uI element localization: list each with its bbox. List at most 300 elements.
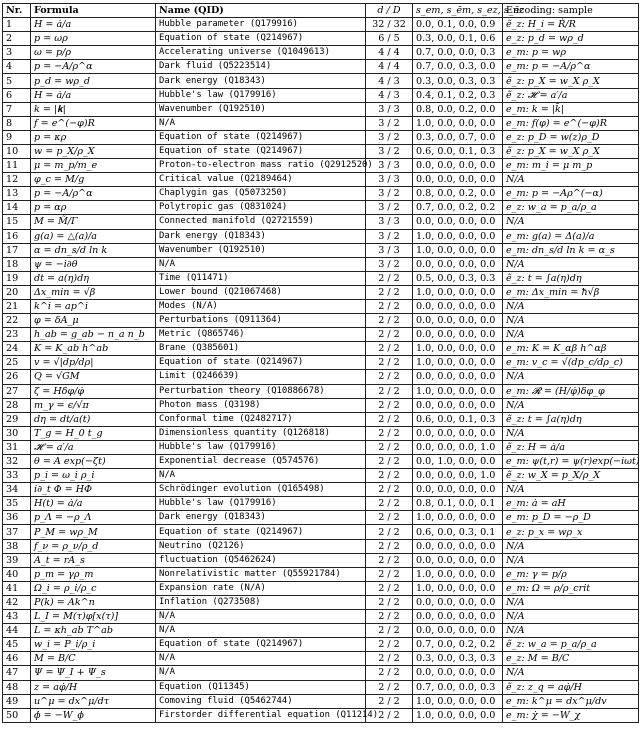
formula-cell: w_i = P_i/ρ_i [31,638,156,652]
scores-cell: 0.7, 0.0, 0.2, 0.2 [413,638,503,652]
formula-cell: Q = √GM [31,370,156,384]
encoding-sample-cell: N/A [503,173,639,187]
header-encoding: Encoding: sample [503,4,639,18]
table-row [3,32,639,46]
scores-cell: 1.0, 0.0, 0.0, 0.0 [413,567,503,581]
name-qid-cell: Metric (Q865746) [156,328,366,342]
table-row [3,116,639,130]
row-number: 14 [3,201,31,215]
d-D-cell: 3 / 3 [366,102,413,116]
formula-cell: T_g = H_0 t_g [31,426,156,440]
name-qid-cell: N/A [156,257,366,271]
d-D-cell: 2 / 2 [366,455,413,469]
scores-cell: 0.0, 0.0, 0.0, 0.0 [413,595,503,609]
scores-cell: 0.0, 0.0, 0.0, 0.0 [413,299,503,313]
table-row [3,469,639,483]
d-D-cell: 3 / 3 [366,215,413,229]
d-D-cell: 32 / 32 [366,18,413,32]
table-row [3,243,639,257]
d-D-cell: 3 / 2 [366,144,413,158]
row-number: 6 [3,88,31,102]
d-D-cell: 2 / 2 [366,412,413,426]
row-number: 11 [3,159,31,173]
scores-cell: 0.7, 0.0, 0.2, 0.2 [413,201,503,215]
formula-cell: M = M̃/Γ [31,215,156,229]
name-qid-cell: Lower bound (Q21067468) [156,285,366,299]
row-number: 40 [3,567,31,581]
scores-cell: 0.8, 0.0, 0.2, 0.0 [413,187,503,201]
d-D-cell: 2 / 2 [366,539,413,553]
formula-cell: p_d = wρ_d [31,74,156,88]
row-number: 43 [3,610,31,624]
encoding-sample-cell: e_m: K = K_αβ h^αβ [503,342,639,356]
d-D-cell: 2 / 2 [366,553,413,567]
d-D-cell: 2 / 2 [366,610,413,624]
table-row [3,299,639,313]
formula-cell: f_ν = ρ_ν/ρ_d [31,539,156,553]
formula-cell: dη = dt/a(t) [31,412,156,426]
scores-cell: 0.0, 0.0, 0.0, 1.0 [413,469,503,483]
row-number: 21 [3,299,31,313]
row-number: 25 [3,356,31,370]
table-row [3,595,639,609]
d-D-cell: 3 / 2 [366,257,413,271]
encoding-sample-cell: ẽ_z: z_q = aφ̇/H [503,680,639,694]
formula-cell: p = αρ [31,201,156,215]
encoding-sample-cell: N/A [503,426,639,440]
formula-cell: A_t = rA_s [31,553,156,567]
scores-cell: 1.0, 0.0, 0.0, 0.0 [413,116,503,130]
encoding-sample-cell: N/A [503,624,639,638]
encoding-sample-cell: e_m: 𝓡 = (H/φ̇)δφ_φ [503,384,639,398]
name-qid-cell: Accelerating universe (Q1049613) [156,46,366,60]
table-row [3,187,639,201]
table-row [3,229,639,243]
d-D-cell: 2 / 2 [366,285,413,299]
formula-cell: H(t) = ȧ/a [31,497,156,511]
name-qid-cell: Wavenumber (Q192510) [156,243,366,257]
name-qid-cell: Equation of state (Q214967) [156,638,366,652]
row-number: 20 [3,285,31,299]
d-D-cell: 6 / 5 [366,32,413,46]
name-qid-cell: Connected manifold (Q2721559) [156,215,366,229]
formula-cell: w = p_X/ρ_X [31,144,156,158]
table-row [3,497,639,511]
scores-cell: 1.0, 0.0, 0.0, 0.0 [413,384,503,398]
table-row [3,455,639,469]
formula-cell: ω = p/ρ [31,46,156,60]
row-number: 4 [3,60,31,74]
encoding-sample-cell: N/A [503,539,639,553]
row-number: 50 [3,708,31,722]
encoding-sample-cell: N/A [503,215,639,229]
row-number: 27 [3,384,31,398]
name-qid-cell: Equation of state (Q214967) [156,130,366,144]
scores-cell: 1.0, 0.0, 0.0, 0.0 [413,342,503,356]
header-d-D: d / D [366,4,413,18]
scores-cell: 0.0, 0.0, 0.0, 0.0 [413,426,503,440]
table-row [3,271,639,285]
encoding-sample-cell: N/A [503,595,639,609]
d-D-cell: 2 / 2 [366,497,413,511]
formula-cell: Ω_i = ρ_i/ρ_c [31,581,156,595]
name-qid-cell: Neutrino (Q2126) [156,539,366,553]
name-qid-cell: Dimensionless quantity (Q126818) [156,426,366,440]
formula-cell: K = K_ab h^ab [31,342,156,356]
formula-cell: Δx_min = √β [31,285,156,299]
scores-cell: 0.0, 0.0, 0.0, 0.0 [413,539,503,553]
table-row [3,257,639,271]
row-number: 1 [3,18,31,32]
name-qid-cell: Hubble parameter (Q179916) [156,18,366,32]
row-number: 26 [3,370,31,384]
table-row [3,18,639,32]
name-qid-cell: Dark energy (Q18343) [156,229,366,243]
encoding-sample-cell: e_m: p_D = −ρ_D [503,511,639,525]
formula-cell: dt = a(η)dη [31,271,156,285]
row-number: 46 [3,652,31,666]
d-D-cell: 2 / 2 [366,652,413,666]
encoding-sample-cell: N/A [503,666,639,680]
row-number: 18 [3,257,31,271]
d-D-cell: 2 / 2 [366,581,413,595]
table-row [3,144,639,158]
d-D-cell: 2 / 2 [366,398,413,412]
name-qid-cell: Equation of state (Q214967) [156,525,366,539]
formula-cell: p = −A/ρ^α [31,60,156,74]
table-row [3,638,639,652]
encoding-sample-cell: e_m: γ = p/ρ [503,567,639,581]
encoding-sample-cell: N/A [503,328,639,342]
formula-cell: φ = δA_μ [31,314,156,328]
table-row [3,567,639,581]
scores-cell: 0.0, 0.0, 0.0, 0.0 [413,624,503,638]
formula-table-container [2,3,638,723]
d-D-cell: 3 / 3 [366,159,413,173]
row-number: 44 [3,624,31,638]
scores-cell: 0.0, 0.0, 0.0, 0.0 [413,328,503,342]
name-qid-cell: Wavenumber (Q192510) [156,102,366,116]
formula-cell: i∂_t Φ = HΦ [31,483,156,497]
name-qid-cell: Limit (Q246639) [156,370,366,384]
formula-cell: θ = A exp(−ζt) [31,455,156,469]
name-qid-cell: Proton-to-electron mass ratio (Q2912520) [156,159,366,173]
scores-cell: 0.0, 0.1, 0.0, 0.9 [413,18,503,32]
row-number: 30 [3,426,31,440]
row-number: 28 [3,398,31,412]
row-number: 24 [3,342,31,356]
encoding-sample-cell: e_m: Δx_min = ħ√β [503,285,639,299]
scores-cell: 0.6, 0.0, 0.3, 0.1 [413,525,503,539]
table-row [3,680,639,694]
row-number: 13 [3,187,31,201]
table-row [3,46,639,60]
name-qid-cell: Time (Q11471) [156,271,366,285]
scores-cell: 0.0, 0.0, 0.0, 0.0 [413,553,503,567]
table-row [3,102,639,116]
formula-cell: z = aφ̇/H [31,680,156,694]
name-qid-cell: Chaplygin gas (Q5073250) [156,187,366,201]
scores-cell: 0.3, 0.0, 0.7, 0.0 [413,130,503,144]
scores-cell: 0.0, 0.0, 0.0, 0.0 [413,159,503,173]
header-formula: Formula [31,4,156,18]
formula-cell: m_γ = ϵ/√π [31,398,156,412]
table-row [3,525,639,539]
encoding-sample-cell: e_m: Ω = ρ/ρ_crit [503,581,639,595]
table-row [3,412,639,426]
name-qid-cell: Photon mass (Q3198) [156,398,366,412]
table-row [3,356,639,370]
table-row [3,384,639,398]
table-row [3,694,639,708]
table-row [3,215,639,229]
scores-cell: 0.6, 0.0, 0.1, 0.3 [413,412,503,426]
formula-cell: L = κh_ab T^ab [31,624,156,638]
formula-cell: L_I = M(τ)φ[x(τ)] [31,610,156,624]
scores-cell: 0.0, 0.0, 0.0, 0.0 [413,370,503,384]
formula-cell: p = ωρ [31,32,156,46]
d-D-cell: 3 / 2 [366,116,413,130]
name-qid-cell: Comoving fluid (Q5462744) [156,694,366,708]
name-qid-cell: Modes (N/A) [156,299,366,313]
header-scores: s_em, s_ēm, s_ez, s_ēz [413,4,503,18]
d-D-cell: 2 / 2 [366,525,413,539]
name-qid-cell: Conformal time (Q2482717) [156,412,366,426]
name-qid-cell: N/A [156,610,366,624]
scores-cell: 0.0, 0.0, 0.0, 0.0 [413,257,503,271]
encoding-sample-cell: ẽ_z: t = ∫a(η)dη [503,412,639,426]
scores-cell: 0.0, 0.0, 0.0, 0.0 [413,666,503,680]
scores-cell: 0.0, 0.0, 0.0, 1.0 [413,440,503,454]
formula-cell: p = κρ [31,130,156,144]
name-qid-cell: Equation (Q11345) [156,680,366,694]
name-qid-cell: N/A [156,652,366,666]
formula-cell: k^i = ap^i [31,299,156,313]
scores-cell: 0.0, 0.0, 0.0, 0.0 [413,398,503,412]
row-number: 33 [3,469,31,483]
d-D-cell: 3 / 3 [366,173,413,187]
encoding-sample-cell: ẽ_z: 𝓗 = a′/a [503,88,639,102]
name-qid-cell: Inflation (Q273508) [156,595,366,609]
row-number: 48 [3,680,31,694]
name-qid-cell: Exponential decrease (Q574576) [156,455,366,469]
scores-cell: 0.0, 0.0, 0.0, 0.0 [413,215,503,229]
encoding-sample-cell: N/A [503,257,639,271]
d-D-cell: 3 / 2 [366,130,413,144]
d-D-cell: 4 / 3 [366,74,413,88]
formula-cell: k = |𝐤| [31,102,156,116]
formula-cell: P_M = wρ_M [31,525,156,539]
formula-cell: μ = m_p/m_e [31,159,156,173]
formula-cell: H = ȧ/a [31,88,156,102]
header-name: Name (QID) [156,4,366,18]
formula-cell: H = ȧ/a [31,18,156,32]
row-number: 7 [3,102,31,116]
scores-cell: 0.7, 0.0, 0.0, 0.3 [413,46,503,60]
scores-cell: 1.0, 0.0, 0.0, 0.0 [413,511,503,525]
table-row [3,624,639,638]
scores-cell: 1.0, 0.0, 0.0, 0.0 [413,581,503,595]
encoding-sample-cell: e_z: p_d = wρ_d [503,32,639,46]
table-row [3,666,639,680]
encoding-sample-cell: ẽ_z: H = ȧ/a [503,440,639,454]
encoding-sample-cell: N/A [503,370,639,384]
encoding-sample-cell: e_m: p = −A/ρ^α [503,60,639,74]
name-qid-cell: fluctuation (Q5462624) [156,553,366,567]
row-number: 35 [3,497,31,511]
encoding-sample-cell: e_m: f(φ) = e^(−φ)R [503,116,639,130]
name-qid-cell: Equation of state (Q214967) [156,144,366,158]
header-nr: Nr. [3,4,31,18]
table-row [3,553,639,567]
encoding-sample-cell: e_m: g(a) = Δ(a)/a [503,229,639,243]
name-qid-cell: Expansion rate (N/A) [156,581,366,595]
encoding-sample-cell: N/A [503,483,639,497]
row-number: 17 [3,243,31,257]
encoding-sample-cell: e_m: k^μ = dx^μ/dv [503,694,639,708]
row-number: 39 [3,553,31,567]
table-row [3,610,639,624]
encoding-sample-cell: N/A [503,398,639,412]
formula-cell: φ_c = M/g [31,173,156,187]
table-row [3,426,639,440]
table-row [3,285,639,299]
d-D-cell: 2 / 2 [366,314,413,328]
d-D-cell: 2 / 2 [366,370,413,384]
d-D-cell: 2 / 2 [366,567,413,581]
scores-cell: 0.3, 0.0, 0.1, 0.6 [413,32,503,46]
row-number: 9 [3,130,31,144]
name-qid-cell: N/A [156,666,366,680]
encoding-sample-cell: N/A [503,314,639,328]
encoding-sample-cell: N/A [503,610,639,624]
d-D-cell: 2 / 2 [366,708,413,722]
encoding-sample-cell: e_m: dn_s/d ln k = α_s [503,243,639,257]
encoding-sample-cell: N/A [503,553,639,567]
table-row [3,398,639,412]
row-number: 19 [3,271,31,285]
scores-cell: 1.0, 0.0, 0.0, 0.0 [413,694,503,708]
encoding-sample-cell: e_m: ȧ = aH [503,497,639,511]
encoding-sample-cell: e_z: w_a = p_a/ρ_a [503,201,639,215]
d-D-cell: 4 / 4 [366,46,413,60]
table-row [3,159,639,173]
scores-cell: 0.8, 0.0, 0.2, 0.0 [413,102,503,116]
d-D-cell: 2 / 2 [366,624,413,638]
table-row [3,88,639,102]
d-D-cell: 3 / 2 [366,187,413,201]
d-D-cell: 2 / 2 [366,271,413,285]
d-D-cell: 3 / 2 [366,229,413,243]
row-number: 34 [3,483,31,497]
row-number: 15 [3,215,31,229]
table-row [3,652,639,666]
name-qid-cell: Hubble's law (Q179916) [156,497,366,511]
scores-cell: 0.5, 0.0, 0.3, 0.3 [413,271,503,285]
formula-cell: g(a) = △(a)/a [31,229,156,243]
formula-cell: u^μ = dx^μ/dτ [31,694,156,708]
d-D-cell: 2 / 2 [366,511,413,525]
encoding-sample-cell: e_z: p_D = w(z)ρ_D [503,130,639,144]
encoding-sample-cell: e_z: M = B/C [503,652,639,666]
d-D-cell: 3 / 3 [366,243,413,257]
name-qid-cell: Hubble's law (Q179916) [156,440,366,454]
table-row [3,328,639,342]
d-D-cell: 2 / 2 [366,356,413,370]
name-qid-cell: Hubble's law (Q179916) [156,88,366,102]
row-number: 36 [3,511,31,525]
row-number: 32 [3,455,31,469]
row-number: 10 [3,144,31,158]
scores-cell: 0.0, 0.0, 0.0, 0.0 [413,483,503,497]
scores-cell: 0.8, 0.1, 0.0, 0.1 [413,497,503,511]
row-number: 2 [3,32,31,46]
row-number: 45 [3,638,31,652]
table-row [3,511,639,525]
d-D-cell: 2 / 2 [366,680,413,694]
table-row [3,342,639,356]
encoding-sample-cell: e_m: k = |k̄| [503,102,639,116]
encoding-sample-cell: e_m: m_i = μ m_p [503,159,639,173]
row-number: 3 [3,46,31,60]
name-qid-cell: Perturbations (Q911364) [156,314,366,328]
name-qid-cell: Dark energy (Q18343) [156,511,366,525]
encoding-sample-cell: ẽ_z: p_X = w_X ρ_X [503,74,639,88]
formula-cell: v = √|dp/dρ| [31,356,156,370]
d-D-cell: 4 / 4 [366,60,413,74]
name-qid-cell: Brane (Q385601) [156,342,366,356]
scores-cell: 1.0, 0.0, 0.0, 0.0 [413,356,503,370]
row-number: 12 [3,173,31,187]
table-row [3,60,639,74]
formula-cell: ζ = Hδφ/φ̇ [31,384,156,398]
row-number: 47 [3,666,31,680]
d-D-cell: 2 / 2 [366,426,413,440]
encoding-sample-cell: e_m: χ̇ = −W_χ [503,708,639,722]
encoding-sample-cell: ẽ_z: p_X = w_X ρ_X [503,144,639,158]
scores-cell: 0.0, 0.0, 0.0, 0.0 [413,610,503,624]
formula-cell: 𝓗 = a′/a [31,440,156,454]
row-number: 16 [3,229,31,243]
table-row [3,173,639,187]
table-row [3,483,639,497]
encoding-sample-cell: e_m: p = −Aρ^(−α) [503,187,639,201]
formula-cell: ψ = −i∂θ [31,257,156,271]
name-qid-cell: N/A [156,469,366,483]
d-D-cell: 2 / 2 [366,384,413,398]
encoding-sample-cell: ẽ_z: H_i = Ṙ/R [503,18,639,32]
formula-cell: M = B/C [31,652,156,666]
row-number: 29 [3,412,31,426]
row-number: 42 [3,595,31,609]
d-D-cell: 2 / 2 [366,694,413,708]
scores-cell: 0.0, 1.0, 0.0, 0.0 [413,455,503,469]
d-D-cell: 4 / 3 [366,88,413,102]
encoding-sample-cell: e_m: p = wρ [503,46,639,60]
formula-cell: α = dn_s/d ln k [31,243,156,257]
d-D-cell: 2 / 2 [366,342,413,356]
name-qid-cell: Critical value (Q2189464) [156,173,366,187]
row-number: 38 [3,539,31,553]
name-qid-cell: Firstorder differential equation (Q11214) [156,708,366,722]
formula-cell: f = e^(−φ)R [31,116,156,130]
name-qid-cell: Dark energy (Q18343) [156,74,366,88]
name-qid-cell: N/A [156,116,366,130]
scores-cell: 0.7, 0.0, 0.3, 0.0 [413,60,503,74]
table-row [3,74,639,88]
table-body [3,18,639,723]
formula-cell: h_ab = g_ab − n_a n_b [31,328,156,342]
